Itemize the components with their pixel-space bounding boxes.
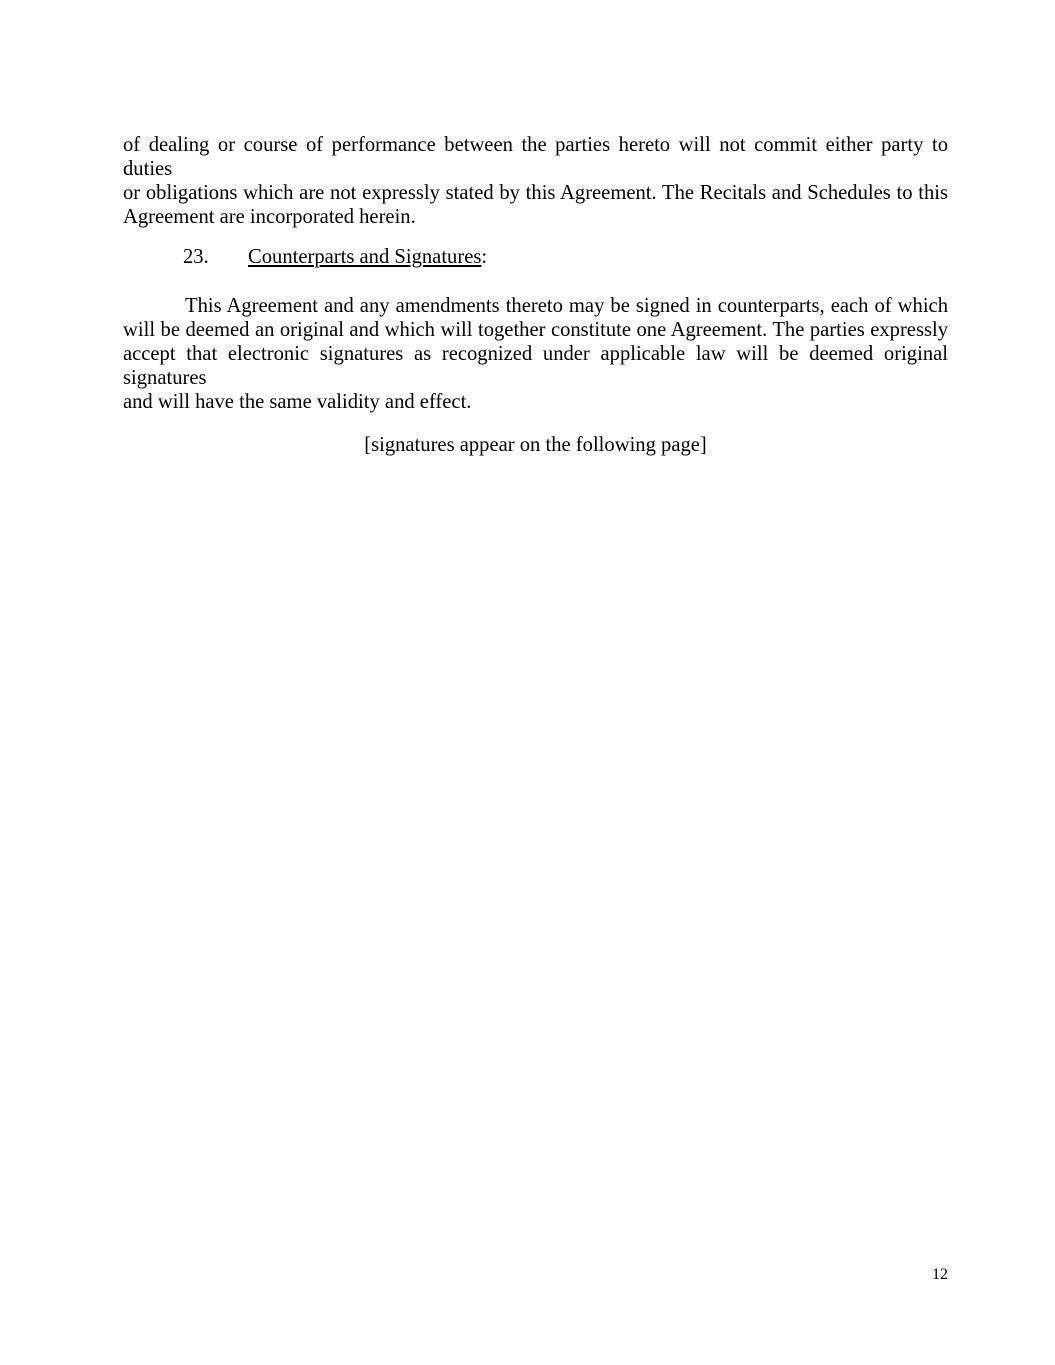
text-line: or obligations which are not expressly stated by this Agreement. The Recitals and Schedules to this [123,182,948,204]
signature-placeholder-note: [signatures appear on the following page] [364,434,707,456]
page-number: 12 [932,1266,948,1283]
section-number: 23. [183,246,209,268]
text-line: This Agreement and any amendments thereto may be signed in counterparts, each of which [185,295,948,317]
text-line: will be deemed an original and which will together constitute one Agreement. The parties expressly [123,319,948,341]
text-line: and will have the same validity and effect. [123,391,472,413]
paragraph-continuation [123,133,948,229]
section-title: Counterparts and Signatures [248,246,482,268]
section-heading [123,245,948,269]
text-line: Agreement are incorporated herein. [123,206,416,228]
text-line: of dealing or course of performance between the parties hereto will not commit either party to duties [123,134,948,180]
section-heading-colon: : [481,246,488,268]
paragraph-counterparts [123,294,948,414]
text-line: accept that electronic signatures as recognized under applicable law will be deemed original signatures [123,343,948,389]
page-content [123,133,948,457]
